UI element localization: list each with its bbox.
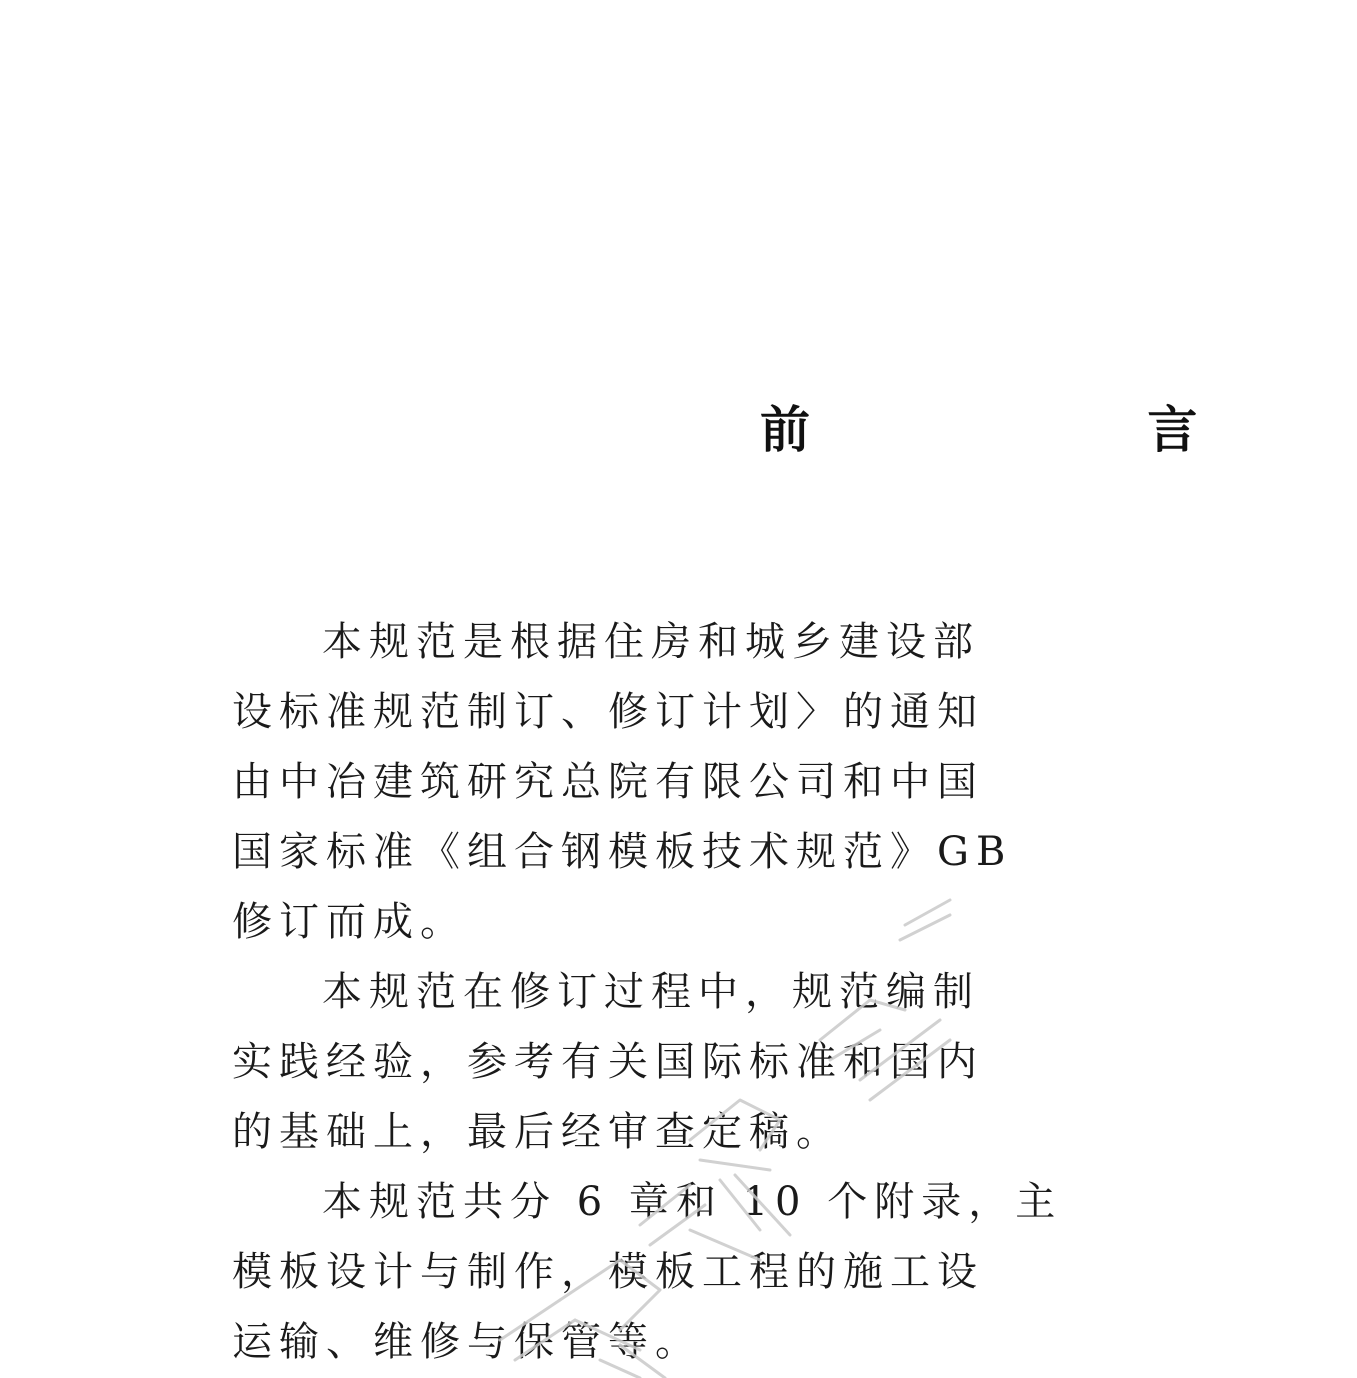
paragraph-2-line-2: 实践经验，参考有关国际标准和国内 — [232, 1039, 984, 1085]
paragraph-1-line-1: 本规范是根据住房和城乡建设部 — [322, 619, 980, 665]
page-title: 前 言 — [760, 401, 1357, 459]
paragraph-3-line-2: 模板设计与制作，模板工程的施工设 — [232, 1249, 984, 1295]
paragraph-1-line-4: 国家标准《组合钢模板技术规范》GB — [232, 829, 1013, 875]
paragraph-2-line-1: 本规范在修订过程中，规范编制 — [322, 969, 980, 1015]
paragraph-1-line-2: 设标准规范制订、修订计划〉的通知 — [232, 689, 984, 735]
paragraph-3-line-1: 本规范共分 6 章和 10 个附录，主 — [322, 1179, 1063, 1225]
paragraph-2-line-3: 的基础上，最后经审查定稿。 — [232, 1109, 843, 1155]
paragraph-1-line-3: 由中冶建筑研究总院有限公司和中国 — [232, 759, 984, 805]
paragraph-1-line-5: 修订而成。 — [232, 899, 467, 945]
paragraph-3-line-3: 运输、维修与保管等。 — [232, 1319, 702, 1365]
